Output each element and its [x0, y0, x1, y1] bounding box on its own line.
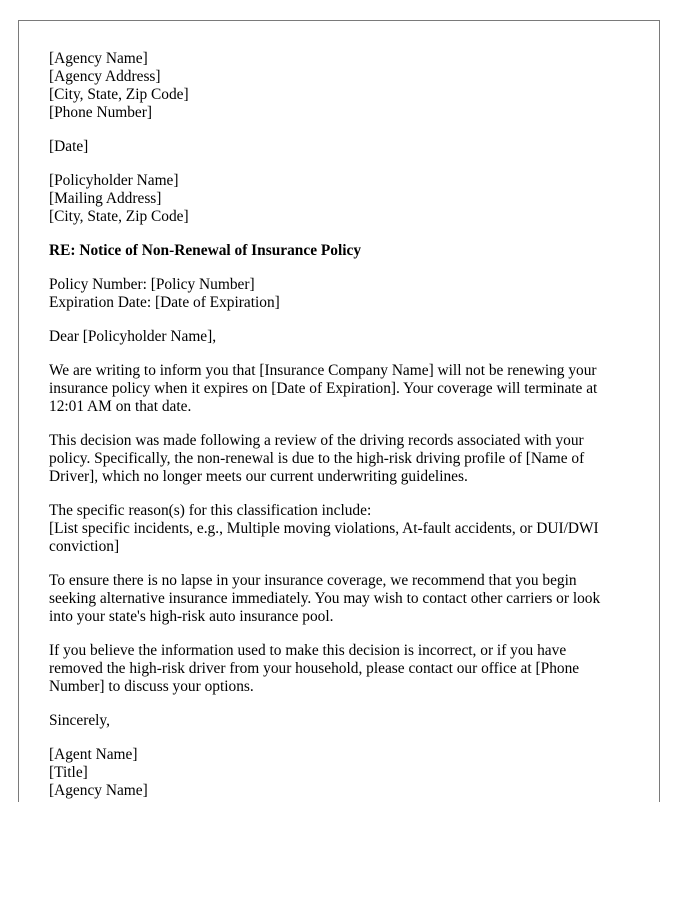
subject-line: RE: Notice of Non-Renewal of Insurance Policy [49, 242, 362, 259]
closing-block [49, 712, 641, 730]
recipient-block [49, 172, 641, 226]
paragraph-line: Driver], which no longer meets our current underwriting guidelines. [49, 468, 468, 485]
sender-city-state-zip: [City, State, Zip Code] [49, 86, 189, 103]
paragraph-line: We are writing to inform you that [Insurance Company Name] will not be renewing your [49, 362, 597, 379]
paragraph-line: 12:01 AM on that date. [49, 398, 192, 415]
letter-body [49, 50, 641, 816]
paragraph-line: [List specific incidents, e.g., Multiple moving violations, At-fault accidents, or DUI/DWI [49, 520, 599, 537]
subject-block [49, 242, 641, 260]
paragraph-contact [49, 642, 641, 696]
letter-page [18, 20, 660, 802]
policy-number: Policy Number: [Policy Number] [49, 276, 255, 293]
sender-phone: [Phone Number] [49, 104, 153, 121]
sender-block [49, 50, 641, 122]
recipient-city-state-zip: [City, State, Zip Code] [49, 208, 189, 225]
paragraph-line: seeking alternative insurance immediately. You may wish to contact other carriers or look [49, 590, 601, 607]
paragraph-recommendation [49, 572, 641, 626]
paragraph-line: To ensure there is no lapse in your insurance coverage, we recommend that you begin [49, 572, 577, 589]
sender-agency-name: [Agency Name] [49, 50, 148, 67]
paragraph-line: conviction] [49, 538, 120, 555]
paragraph-line: insurance policy when it expires on [Date of Expiration]. Your coverage will terminate at [49, 380, 598, 397]
policy-block [49, 276, 641, 312]
signature-agent-name: [Agent Name] [49, 746, 138, 763]
date-block [49, 138, 641, 156]
signature-title: [Title] [49, 764, 88, 781]
policy-expiration: Expiration Date: [Date of Expiration] [49, 294, 280, 311]
paragraph-notice [49, 362, 641, 416]
recipient-mailing-address: [Mailing Address] [49, 190, 162, 207]
paragraph-classification [49, 502, 641, 556]
paragraph-line: The specific reason(s) for this classification include: [49, 502, 372, 519]
salutation: Dear [Policyholder Name], [49, 328, 217, 345]
paragraph-reason [49, 432, 641, 486]
signature-agency-name: [Agency Name] [49, 782, 148, 799]
paragraph-line: policy. Specifically, the non-renewal is due to the high-risk driving profile of [Name of [49, 450, 585, 467]
paragraph-line: If you believe the information used to make this decision is incorrect, or if you have [49, 642, 567, 659]
paragraph-line: Number] to discuss your options. [49, 678, 254, 695]
closing: Sincerely, [49, 712, 110, 729]
sender-agency-address: [Agency Address] [49, 68, 161, 85]
recipient-name: [Policyholder Name] [49, 172, 179, 189]
signature-block [49, 746, 641, 800]
salutation-block [49, 328, 641, 346]
paragraph-line: into your state's high-risk auto insurance pool. [49, 608, 334, 625]
paragraph-line: removed the high-risk driver from your household, please contact our office at [Phone [49, 660, 580, 677]
letter-date: [Date] [49, 138, 89, 155]
paragraph-line: This decision was made following a review of the driving records associated with your [49, 432, 584, 449]
